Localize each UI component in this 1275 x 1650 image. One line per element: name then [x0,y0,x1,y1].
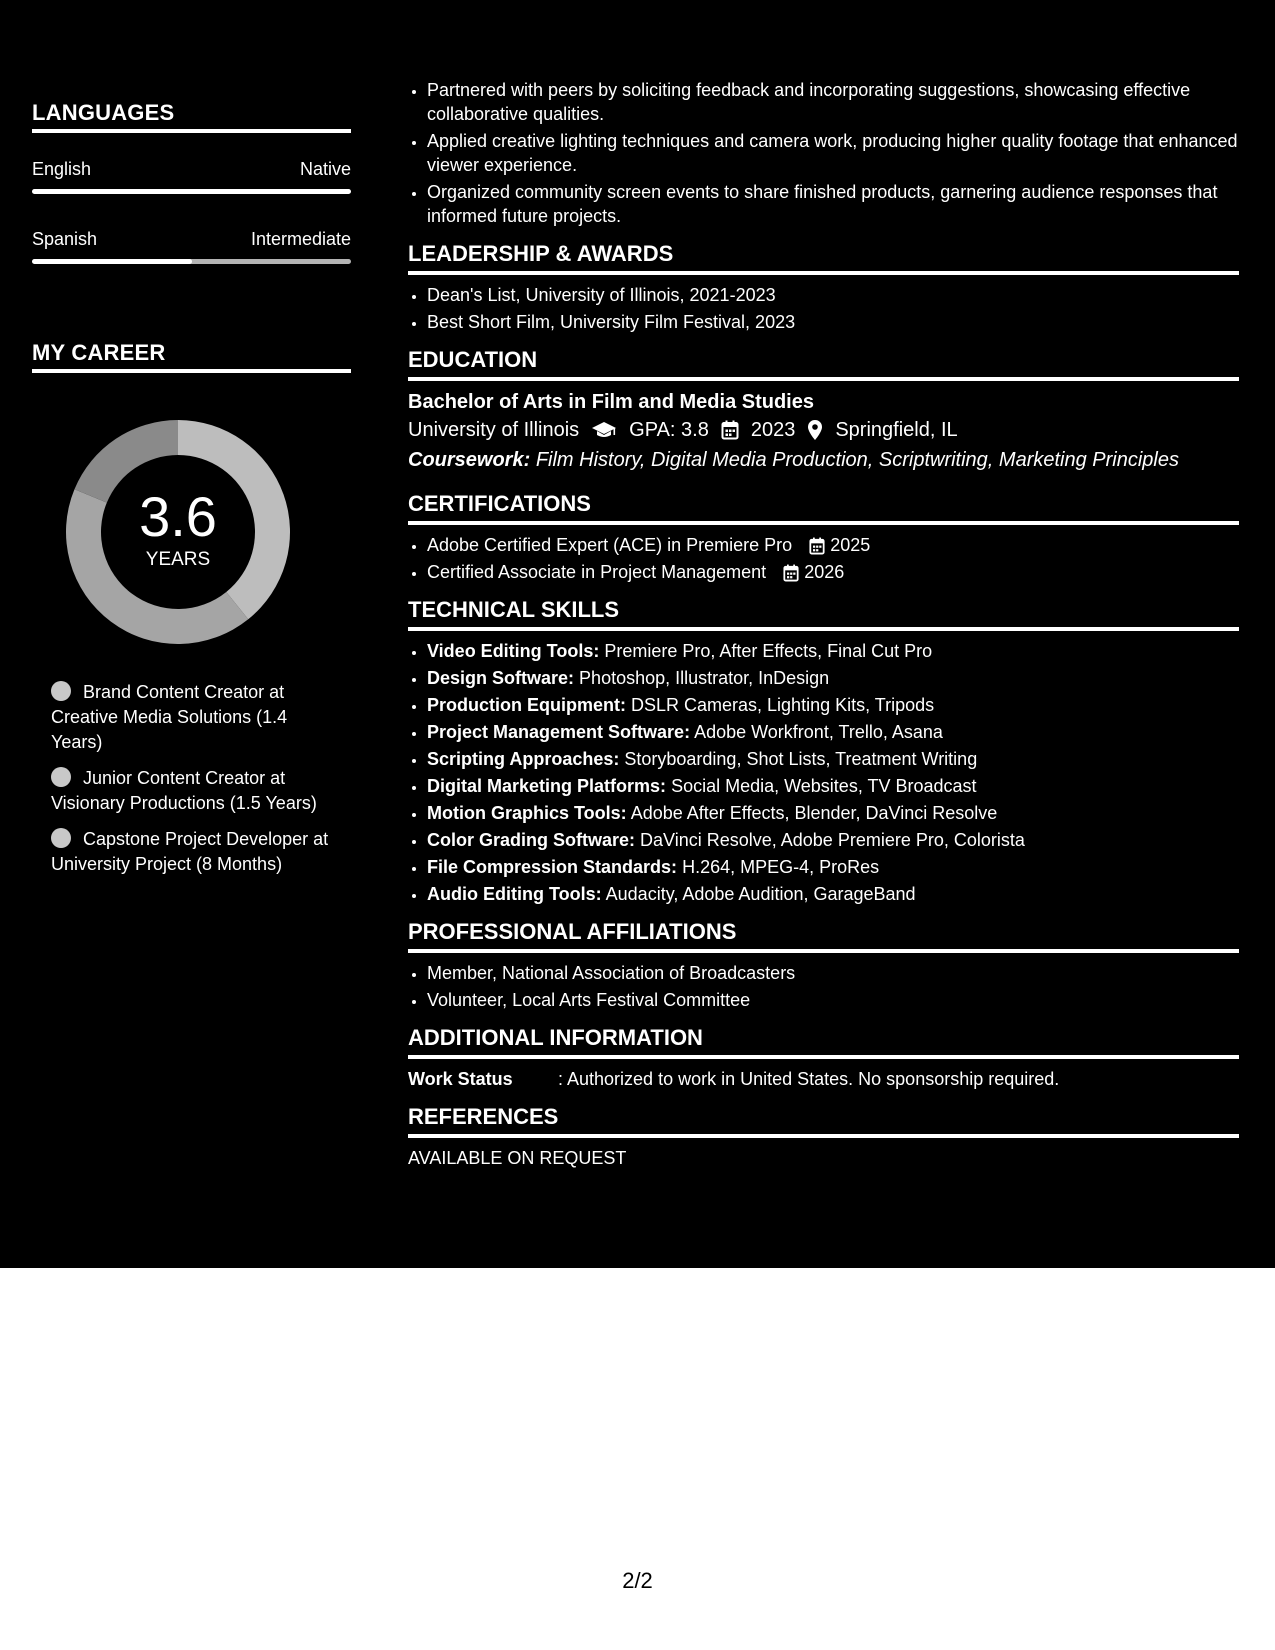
career-item: Junior Content Creator at Visionary Productions (1.5 Years) [51,768,317,813]
work-status-value: : Authorized to work in United States. No sponsorship required. [558,1069,1060,1089]
language-level: Intermediate [250,229,351,249]
skill-item: • Motion Graphics Tools: Adobe After Effects, Blender, DaVinci Resolve [427,801,1239,825]
career-item: Capstone Project Developer at University Project (8 Months) [51,829,329,874]
certifications-heading: CERTIFICATIONS [408,491,1239,525]
affiliation-item: • Volunteer, Local Arts Festival Committee [427,988,1239,1012]
career-total-years: 3.6 [139,485,217,548]
career-years-unit: YEARS [145,549,211,570]
page-number: 2/2 [622,1568,653,1593]
right-column [408,78,1239,1170]
affiliation-item: • Member, National Association of Broadcasters [427,961,1239,985]
work-status-row [408,1067,1239,1091]
skill-item: • Video Editing Tools: Premiere Pro, After Effects, Final Cut Pro [427,639,1239,663]
career-item: Brand Content Creator at Creative Media Solutions (1.4 Years) [51,682,288,752]
legend-dot [51,767,71,787]
affiliations-list [408,961,1239,1012]
leadership-list [408,283,1239,334]
certifications-list [408,533,1239,584]
education-meta [408,415,1239,445]
award-item: • Best Short Film, University Film Festival, 2023 [427,310,1239,334]
skill-item: • File Compression Standards: H.264, MPEG-4, ProRes [427,855,1239,879]
certification-year: 2026 [804,562,845,582]
calendar-icon [783,564,799,582]
donut-center [66,420,290,644]
certification-year: 2025 [830,535,871,555]
education-coursework [408,445,1239,475]
experience-bullets [408,78,1239,228]
skill-item: • Scripting Approaches: Storyboarding, Shot Lists, Treatment Writing [427,747,1239,771]
references-text: AVAILABLE ON REQUEST [408,1148,627,1168]
leadership-heading: LEADERSHIP & AWARDS [408,241,1239,275]
award-item: • Dean's List, University of Illinois, 2021-2023 [427,283,1239,307]
legend-dot [51,828,71,848]
coursework-label: Coursework: [408,449,531,471]
language-bar-english [32,189,351,194]
language-row-english [32,158,351,180]
education-gpa: GPA: 3.8 [629,419,709,441]
languages-heading: LANGUAGES [32,100,351,133]
skills-heading: TECHNICAL SKILLS [408,597,1239,631]
calendar-icon [721,420,739,440]
skill-item: • Digital Marketing Platforms: Social Media, Websites, TV Broadcast [427,774,1239,798]
language-row-spanish [32,228,351,250]
language-bar-fill [32,259,192,264]
education-location: Springfield, IL [835,419,958,441]
affiliations-heading: PROFESSIONAL AFFILIATIONS [408,919,1239,953]
skill-item: • Audio Editing Tools: Audacity, Adobe Audition, GarageBand [427,882,1239,906]
language-name: Spanish [32,229,98,249]
certification-item: • Adobe Certified Expert (ACE) in Premiere Pro 2025 [427,533,1239,557]
legend-dot [51,681,71,701]
references-heading: REFERENCES [408,1104,1239,1138]
career-heading: MY CAREER [32,340,351,373]
experience-bullet: • Applied creative lighting techniques and camera work, producing higher quality footage that enhanced viewer experience. [427,129,1239,177]
language-bar-spanish [32,259,351,264]
language-bar-fill [32,189,351,194]
skill-item: • Production Equipment: DSLR Cameras, Lighting Kits, Tripods [427,693,1239,717]
language-name: English [32,159,92,179]
map-pin-icon [807,419,823,441]
education-heading: EDUCATION [408,347,1239,381]
work-status-label: Work Status [408,1069,513,1089]
career-list [51,680,336,888]
experience-bullet: • Partnered with peers by soliciting feedback and incorporating suggestions, showcasing effective collaborative qualities. [427,78,1239,126]
career-donut-chart [66,420,290,644]
additional-info-heading: ADDITIONAL INFORMATION [408,1025,1239,1059]
skills-list [408,639,1239,906]
certification-item: • Certified Associate in Project Management 2026 [427,560,1239,584]
education-year: 2023 [750,419,796,441]
skill-item: • Color Grading Software: DaVinci Resolve, Adobe Premiere Pro, Colorista [427,828,1239,852]
language-level: Native [299,159,351,179]
skill-item: • Design Software: Photoshop, Illustrator, InDesign [427,666,1239,690]
calendar-icon [809,537,825,555]
education-degree: Bachelor of Arts in Film and Media Studies [408,391,814,413]
experience-bullet: • Organized community screen events to share finished products, garnering audience responses that informed future projects. [427,180,1239,228]
skill-item: • Project Management Software: Adobe Workfront, Trello, Asana [427,720,1239,744]
graduation-cap-icon [591,420,617,440]
coursework-value: Film History, Digital Media Production, Scriptwriting, Marketing Principles [535,449,1179,471]
education-school: University of Illinois [408,419,580,441]
